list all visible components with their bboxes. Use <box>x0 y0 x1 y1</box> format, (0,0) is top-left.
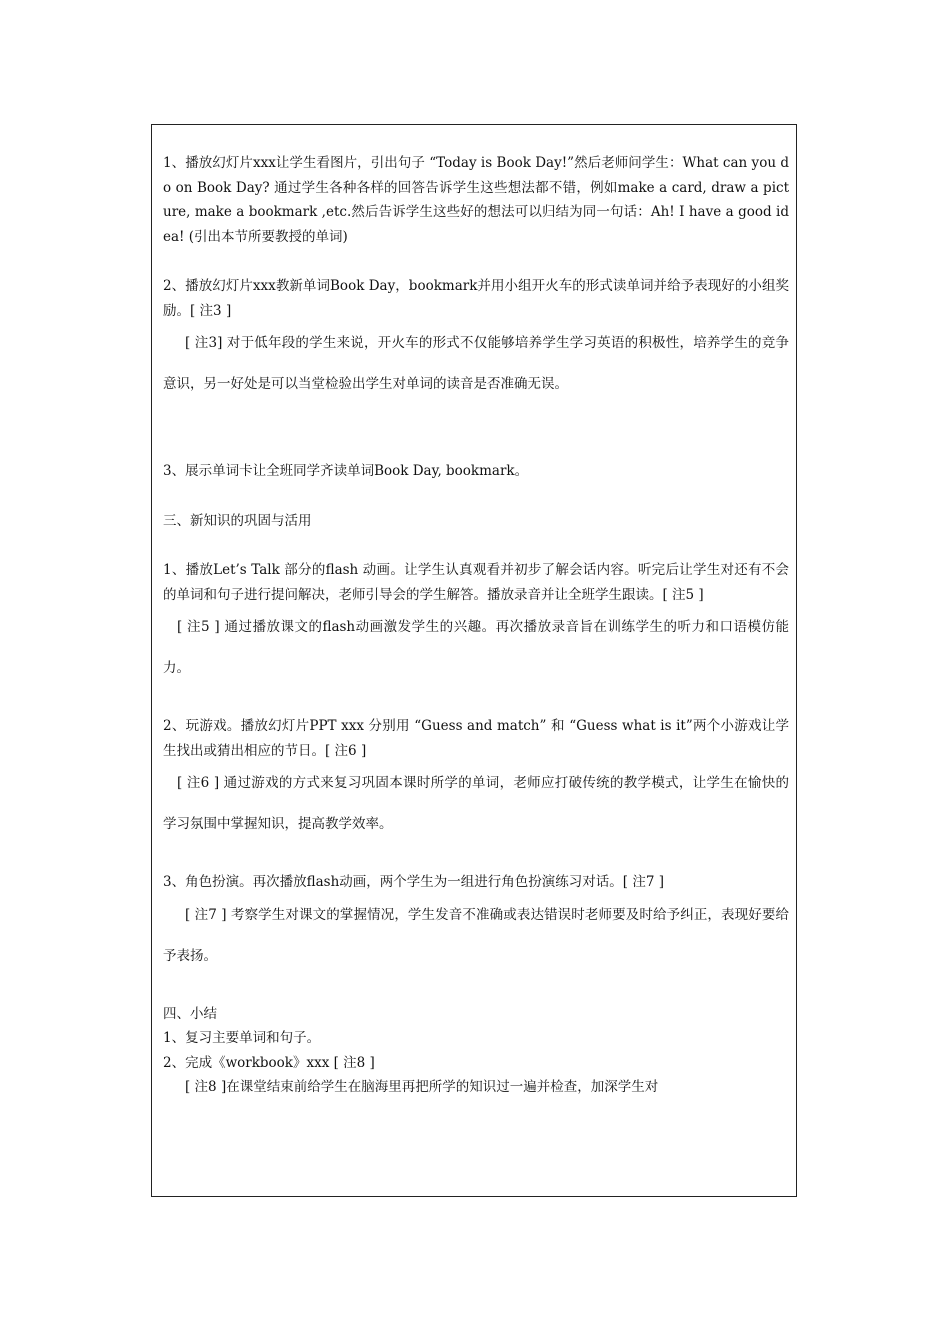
summary-item-1: 1、复习主要单词和句子。 <box>163 1030 321 1046</box>
spacer <box>163 977 789 1002</box>
spacer <box>163 405 789 459</box>
paragraph-lets-talk: 1、播放Let’s Talk 部分的flash 动画。让学生认真观看并初步了解会话内容。听完后让学生对还有不会的单词和句子进行提问解决，老师引导会的学生解答。播放录音并让全班学生跟读。[ 注5 ] <box>163 562 789 603</box>
paragraph-step2-new-words: 2、播放幻灯片xxx教新单词Book Day，bookmark并用小组开火车的形式读单词并给予表现好的小组奖励。[ 注3 ] <box>163 278 789 319</box>
section-heading-summary: 四、小结 <box>163 1005 217 1022</box>
spacer <box>163 484 789 509</box>
document-body <box>163 151 789 1100</box>
note-8: [ 注8 ]在课堂结束前给学生在脑海里再把所学的知识过一遍并检查，加深学生对 <box>185 1079 659 1095</box>
spacer <box>163 689 789 714</box>
spacer <box>163 533 789 558</box>
paragraph-step3-word-cards: 3、展示单词卡让全班同学齐读单词Book Day, bookmark。 <box>163 463 529 479</box>
note-5: [ 注5 ] 通过播放课文的flash动画激发学生的兴趣。再次播放录音旨在训练学生的听力和口语模仿能力。 <box>163 619 789 676</box>
note-6: [ 注6 ] 通过游戏的方式来复习巩固本课时所学的单词，老师应打破传统的教学模式，让学生在愉快的学习氛围中掌握知识，提高教学效率。 <box>163 775 789 832</box>
summary-item-2: 2、完成《workbook》xxx [ 注8 ] <box>163 1054 375 1071</box>
section-heading-consolidation: 三、新知识的巩固与活用 <box>163 512 312 529</box>
document-frame <box>151 124 797 1197</box>
spacer <box>163 249 789 274</box>
note-3: [ 注3] 对于低年段的学生来说，开火车的形式不仅能够培养学生学习英语的积极性，培养学生的竞争意识，另一好处是可以当堂检验出学生对单词的读音是否准确无误。 <box>163 335 789 392</box>
note-7: [ 注7 ] 考察学生对课文的掌握情况，学生发音不准确或表达错误时老师要及时给予纠正，表现好要给予表扬。 <box>163 906 789 964</box>
paragraph-step1-slides: 1、播放幻灯片xxx让学生看图片，引出句子 “Today is Book Day!”然后老师问学生：What can you do on Book Day? 通过学生各种各样的回答告诉学生这些想法都不错，例如make a card, draw a picture, make a bookmark ,etc.然后告诉学生这些好的想法可以归结为同一句话：Ah! I have a good idea! (引出本节所要教授的单词) <box>163 155 789 245</box>
paragraph-game: 2、玩游戏。播放幻灯片PPT xxx 分别用 “Guess and match” 和 “Guess what is it”两个小游戏让学生找出或猜出相应的节日。[ 注6 ] <box>163 718 789 759</box>
spacer <box>163 845 789 870</box>
paragraph-role-play: 3、角色扮演。再次播放flash动画，两个学生为一组进行角色扮演练习对话。[ 注7 ] <box>163 874 664 890</box>
